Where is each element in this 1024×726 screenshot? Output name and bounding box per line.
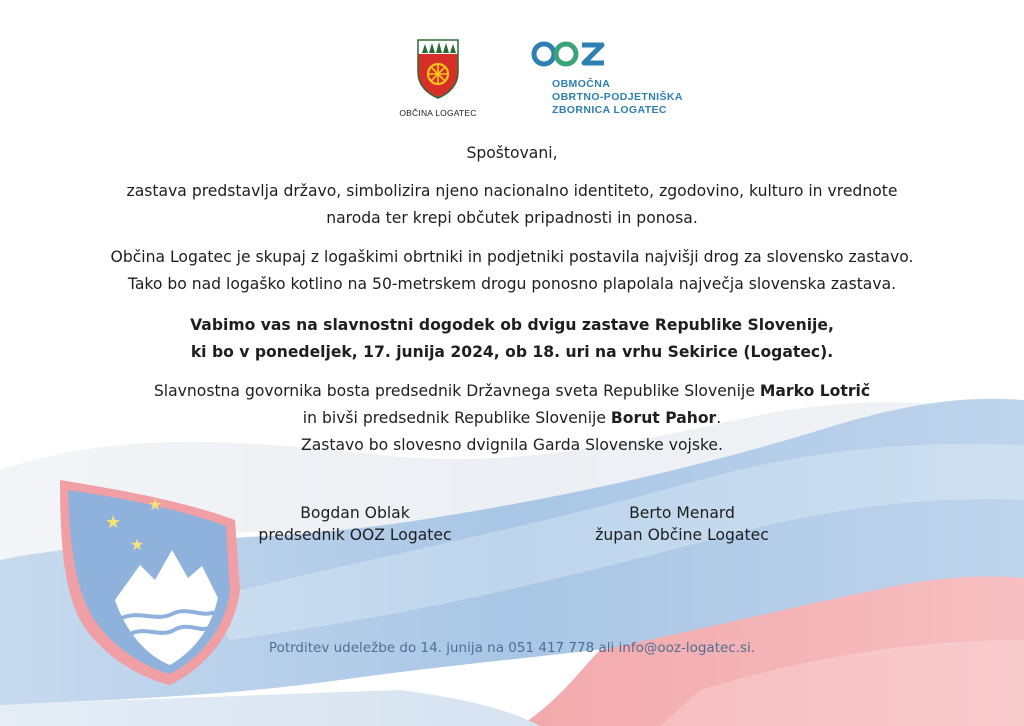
svg-text:★: ★: [148, 495, 163, 514]
paragraph-flag-meaning: zastava predstavlja državo, simbolizira njeno nacionalno identiteto, zgodovino, kulturo in vrednote naroda ter krepi občutek pripadnosti in ponosa.: [126, 182, 898, 227]
svg-text:★: ★: [105, 512, 122, 533]
ooz-line-1: OBMOČNA: [552, 78, 611, 90]
speakers-prefix: Slavnostna govornika bosta predsednik Državnega sveta Republike Slovenije: [153, 382, 760, 400]
speakers-mid: in bivši predsednik Republike Slovenije: [302, 409, 611, 427]
paragraph-invitation: Vabimo vas na slavnostni dogodek ob dvigu zastave Republike Slovenije, ki bo v ponedeljek, 17. junija 2024, ob 18. uri na vrhu Sekirice (Logatec).: [190, 316, 834, 361]
obcina-logatec-logo: [386, 36, 490, 122]
signature-name: Berto Menard: [629, 504, 735, 522]
ooz-line-3: ZBORNICA LOGATEC: [552, 104, 667, 116]
paragraph-speakers: Slavnostna govornika bosta predsednik Državnega sveta Republike Slovenije Marko Lotrič in bivši predsednik Republike Slovenije Borut Pahor. Zastavo bo slovesno dvignila Garda Slovenske vojske.: [40, 378, 984, 459]
signature-berto-menard: [562, 502, 802, 546]
signature-title: predsednik OOZ Logatec: [258, 526, 452, 544]
paragraph-flagpole: Občina Logatec je skupaj z logaškimi obrtniki in podjetniki postavila najvišji drog za slovensko zastavo. Tako bo nad logaško kotlino na 50-metrskem drogu ponosno plapolala največja slovenska zastava.: [110, 248, 914, 293]
greeting: Spoštovani,: [466, 144, 558, 162]
speaker-borut-pahor: Borut Pahor: [610, 409, 717, 427]
speaker-marko-lotric: Marko Lotrič: [759, 382, 871, 400]
signature-title: župan Občine Logatec: [595, 526, 769, 544]
guard-line: Zastavo bo slovesno dvignila Garda Slovenske vojske.: [301, 436, 723, 454]
signature-name: Bogdan Oblak: [300, 504, 410, 522]
signature-bogdan-oblak: [230, 502, 480, 546]
obcina-logatec-label: OBČINA LOGATEC: [399, 108, 477, 118]
svg-text:★: ★: [130, 535, 145, 554]
ooz-line-2: OBRTNO-PODJETNIŠKA: [552, 91, 683, 103]
ooz-mark-icon: [530, 38, 610, 70]
logatec-crest-icon: [386, 36, 490, 102]
ooz-logatec-logo: [530, 38, 690, 122]
rsvp-footer: Potrditev udeležbe do 14. junija na 051 417 778 ali info@ooz-logatec.si.: [268, 640, 756, 656]
